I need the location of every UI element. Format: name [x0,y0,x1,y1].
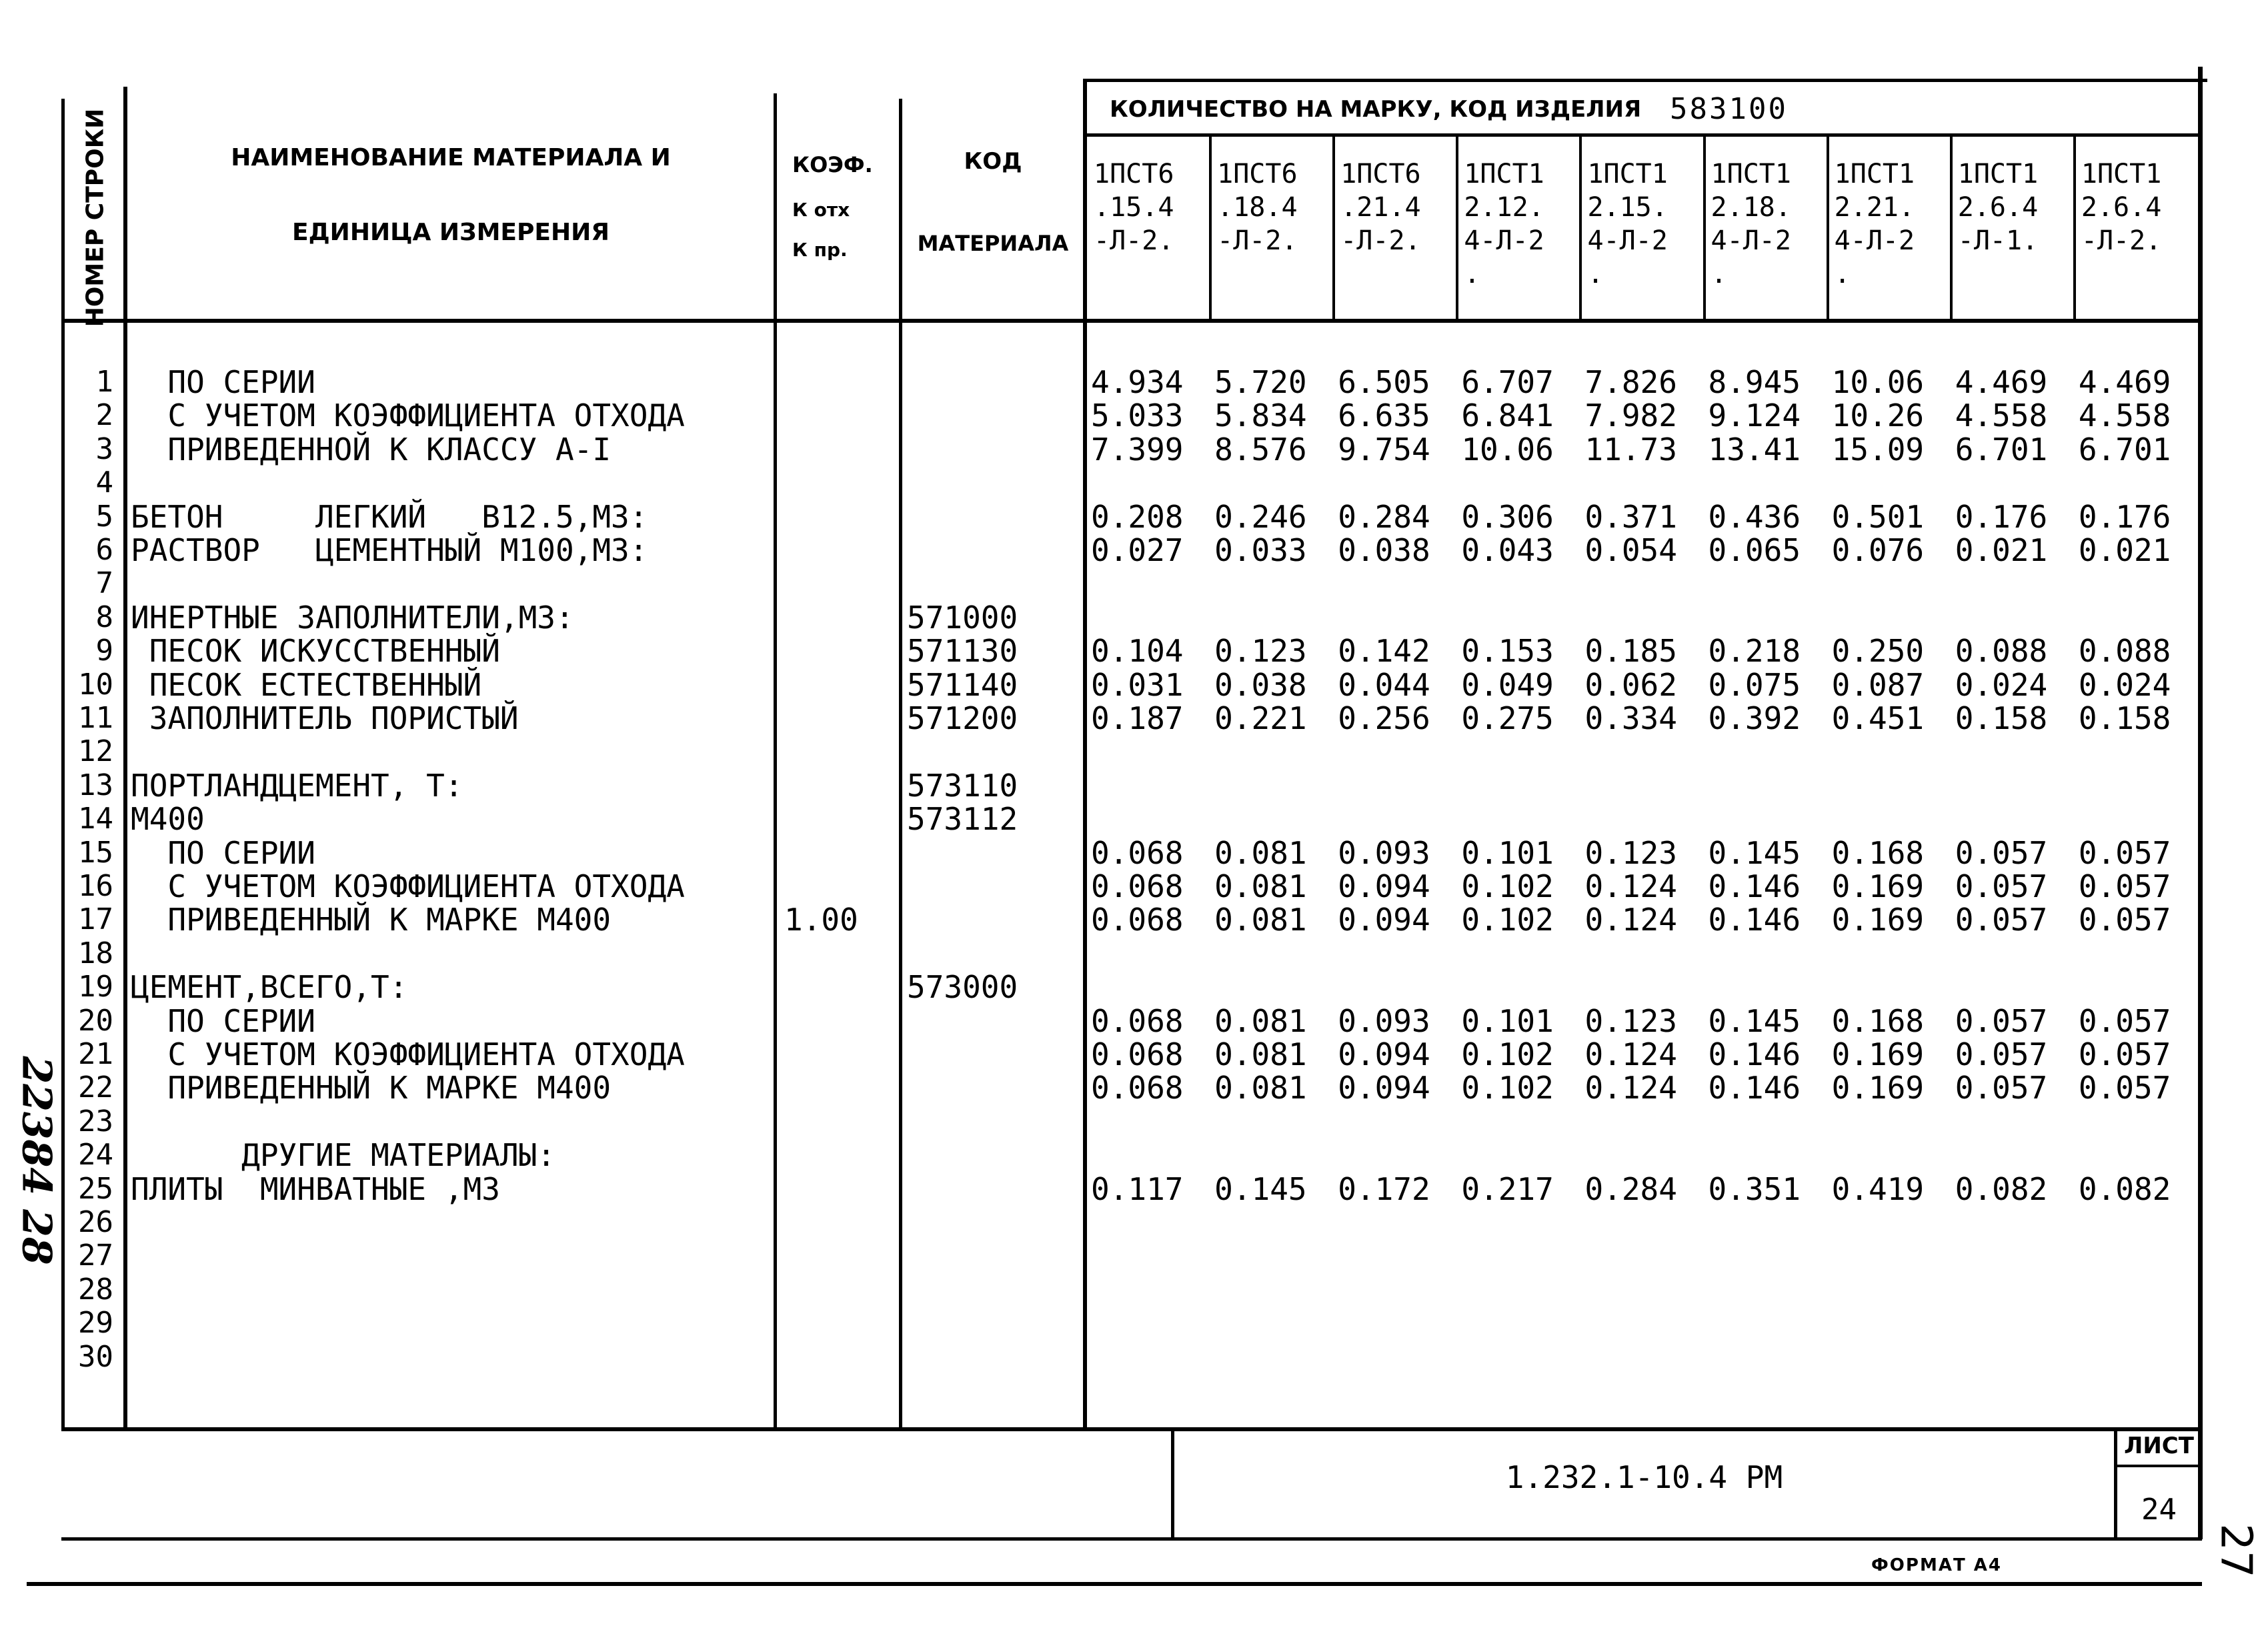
product-column-header: 4-Л-2 [1834,225,1915,256]
value-column-divider [1827,137,1829,319]
quantity-cell: 0.081 [1214,1070,1307,1106]
quantity-header-underline [1086,133,2201,137]
quantity-cell: 0.176 [2078,498,2171,535]
quantity-cell: 8.576 [1214,431,1307,468]
material-name: М400 [131,801,205,838]
quantity-cell: 0.068 [1091,1070,1184,1106]
material-name: ИНЕРТНЫЕ ЗАПОЛНИТЕЛИ,М3: [131,599,574,636]
product-column-header: .15.4 [1094,192,1174,223]
quantity-cell: 6.635 [1338,397,1430,434]
row-number: 4 [95,466,113,500]
quantity-cell: 4.558 [2078,397,2171,434]
page-number [2213,1514,2259,1587]
code-header-line2: МАТЕРИАЛА [917,231,1069,256]
product-code: 583100 [1670,92,1788,126]
row-number: 10 [78,667,113,702]
quantity-cell: 0.065 [1708,532,1801,568]
quantity-cell: 0.057 [1955,868,2048,904]
table-right-border [2198,67,2203,1539]
quantity-cell: 0.057 [2078,902,2171,938]
material-name: ПЕСОК ЕСТЕСТВЕННЫЙ [131,666,482,703]
document-code: 1.232.1-10.4 РМ [1505,1459,1783,1495]
product-column-header: -Л-2. [1217,225,1298,256]
quantity-cell: 0.124 [1584,902,1677,938]
product-column-header: . [1711,259,1727,289]
quantity-cell: 0.081 [1214,902,1307,938]
product-column-header: .21.4 [1340,192,1421,223]
material-code: 573000 [907,969,1018,1006]
quantity-cell: 0.094 [1338,1036,1430,1072]
quantity-cell: 0.153 [1461,633,1554,670]
material-code: 571000 [907,599,1018,636]
quantity-cell: 0.221 [1214,700,1307,736]
quantity-cell: 0.158 [2078,700,2171,736]
product-column-header: -Л-1. [1957,225,2039,256]
material-code: 573112 [907,801,1018,838]
quantity-cell: 0.057 [1955,1070,2048,1106]
product-column-header: 2.12. [1464,192,1544,223]
quantity-cell: 0.057 [2078,868,2171,904]
quantity-cell: 6.701 [2078,431,2171,468]
quantity-cell: 0.057 [1955,834,2048,871]
material-name: ПЕСОК ИСКУССТВЕННЫЙ [131,633,500,670]
quantity-cell: 6.707 [1461,364,1554,400]
code-header-line1: КОД [964,148,1022,175]
quantity-cell: 0.117 [1091,1170,1184,1207]
quantity-cell: 0.306 [1461,498,1554,535]
table-bottom-line [61,1427,2202,1431]
quantity-cell: 9.124 [1708,397,1801,434]
table-top-border-right [1086,79,2207,82]
material-name: С УЧЕТОМ КОЭФФИЦИЕНТА ОТХОДА [131,868,685,904]
quantity-cell: 0.256 [1338,700,1430,736]
quantity-cell: 0.146 [1708,1070,1801,1106]
row-number: 13 [78,768,113,802]
value-column-divider [1456,137,1458,319]
quantity-cell: 15.09 [1831,431,1925,468]
quantity-cell: 0.334 [1584,700,1677,736]
row-number: 30 [78,1339,113,1374]
quantity-cell: 0.169 [1831,868,1925,904]
quantity-cell: 0.087 [1831,666,1925,703]
quantity-cell: 7.982 [1584,397,1677,434]
product-column-header: 4-Л-2 [1711,225,1791,256]
quantity-cell: 0.049 [1461,666,1554,703]
material-name: С УЧЕТОМ КОЭФФИЦИЕНТА ОТХОДА [131,397,685,434]
quantity-cell: 6.505 [1338,364,1430,400]
quantity-cell: 0.075 [1708,666,1801,703]
quantity-cell: 0.218 [1708,633,1801,670]
row-number: 28 [78,1272,113,1307]
product-column-header: 4-Л-2 [1464,225,1544,256]
stamp-bottom-line [61,1537,2202,1541]
product-column-header: 1ПСТ6 [1217,159,1298,189]
quantity-cell: 0.057 [2078,1002,2171,1039]
quantity-cell: 0.068 [1091,1002,1184,1039]
value-column-divider [1703,137,1706,319]
quantity-cell: 0.054 [1584,532,1677,568]
coef-header-line3: К пр. [792,239,848,261]
quantity-cell: 0.146 [1708,1036,1801,1072]
row-number: 24 [78,1138,113,1172]
quantity-cell: 0.169 [1831,902,1925,938]
quantity-cell: 0.102 [1461,1070,1554,1106]
quantity-cell: 7.399 [1091,431,1184,468]
material-name: БЕТОН ЛЕГКИЙ В12.5,М3: [131,498,648,535]
quantity-cell: 11.73 [1584,431,1677,468]
quantity-cell: 0.145 [1708,1002,1801,1039]
row-number: 16 [78,869,113,903]
quantity-cell: 0.076 [1831,532,1925,568]
material-name: ПОРТЛАНДЦЕМЕНТ, Т: [131,767,463,804]
quantity-cell: 0.142 [1338,633,1430,670]
quantity-cell: 0.043 [1461,532,1554,568]
quantity-cell: 0.284 [1338,498,1430,535]
row-number-header [72,108,119,327]
product-column-header: -Л-2. [1094,225,1174,256]
coefficient: 1.00 [784,902,858,938]
name-coef-divider [774,93,777,1430]
quantity-cell: 7.826 [1584,364,1677,400]
side-stamp-text: 22384 28 [13,1056,60,1265]
quantity-cell: 0.068 [1091,868,1184,904]
quantity-cell: 0.062 [1584,666,1677,703]
product-column-header: 1ПСТ6 [1094,159,1174,189]
quantity-cell: 0.250 [1831,633,1925,670]
quantity-cell: 9.754 [1338,431,1430,468]
quantity-cell: 0.068 [1091,834,1184,871]
coef-code-divider [899,99,902,1430]
row-number: 1 [95,365,113,399]
quantity-cell: 0.124 [1584,1070,1677,1106]
quantity-cell: 0.275 [1461,700,1554,736]
quantity-cell: 4.469 [2078,364,2171,400]
quantity-cell: 0.057 [1955,1036,2048,1072]
quantity-cell: 0.102 [1461,1036,1554,1072]
sheet-number: 24 [2141,1493,2177,1527]
material-name: ЗАПОЛНИТЕЛЬ ПОРИСТЫЙ [131,700,519,736]
product-column-header: 2.6.4 [1957,192,2039,223]
product-column-header: . [1587,259,1604,289]
product-column-header: . [1464,259,1480,289]
row-number: 8 [95,600,113,634]
name-header-line2: ЕДИНИЦА ИЗМЕРЕНИЯ [292,219,610,246]
quantity-cell: 0.102 [1461,902,1554,938]
product-column-header: 4-Л-2 [1587,225,1668,256]
row-number: 17 [78,902,113,937]
quantity-cell: 0.024 [1955,666,2048,703]
quantity-cell: 0.094 [1338,1070,1430,1106]
quantity-cell: 0.208 [1091,498,1184,535]
name-header-line1: НАИМЕНОВАНИЕ МАТЕРИАЛА И [231,144,671,171]
quantity-cell: 0.371 [1584,498,1677,535]
coef-header-line2: К отх [792,199,850,221]
material-name: ДРУГИЕ МАТЕРИАЛЫ: [131,1137,555,1174]
row-number: 26 [78,1205,113,1239]
quantity-cell: 0.217 [1461,1170,1554,1207]
page-bottom-line [27,1582,2202,1586]
quantity-cell: 0.123 [1214,633,1307,670]
quantity-cell: 0.351 [1708,1170,1801,1207]
quantity-cell: 0.038 [1338,532,1430,568]
quantity-cell: 0.057 [1955,1002,2048,1039]
quantity-cell: 0.123 [1584,1002,1677,1039]
quantity-cell: 0.104 [1091,633,1184,670]
value-column-divider [1332,137,1335,319]
product-column-header: 1ПСТ1 [1587,159,1668,189]
quantity-cell: 0.031 [1091,666,1184,703]
quantity-cell: 0.038 [1214,666,1307,703]
side-stamp [13,1040,60,1281]
row-number: 29 [78,1306,113,1341]
quantity-cell: 0.027 [1091,532,1184,568]
quantity-cell: 5.834 [1214,397,1307,434]
quantity-cell: 8.945 [1708,364,1801,400]
value-column-divider [1209,137,1212,319]
row-number: 12 [78,734,113,769]
quantity-cell: 0.158 [1955,700,2048,736]
product-column-header: 2.6.4 [2081,192,2162,223]
quantity-cell: 0.021 [2078,532,2171,568]
quantity-cell: 0.168 [1831,1002,1925,1039]
quantity-cell: 10.06 [1461,431,1554,468]
coef-header-line1: КОЭФ. [792,152,873,177]
material-name: С УЧЕТОМ КОЭФФИЦИЕНТА ОТХОДА [131,1036,685,1072]
quantity-cell: 0.501 [1831,498,1925,535]
quantity-cell: 0.145 [1214,1170,1307,1207]
quantity-cell: 0.187 [1091,700,1184,736]
quantity-cell: 6.841 [1461,397,1554,434]
quantity-cell: 0.093 [1338,1002,1430,1039]
quantity-cell: 6.701 [1955,431,2048,468]
quantity-cell: 0.172 [1338,1170,1430,1207]
quantity-cell: 0.044 [1338,666,1430,703]
quantity-cell: 0.101 [1461,1002,1554,1039]
quantity-cell: 5.033 [1091,397,1184,434]
quantity-header: КОЛИЧЕСТВО НА МАРКУ, КОД ИЗДЕЛИЯ [1110,96,1642,123]
product-column-header: -Л-2. [2081,225,2162,256]
quantity-cell: 0.176 [1955,498,2048,535]
quantity-cell: 0.146 [1708,868,1801,904]
material-code: 571200 [907,700,1018,736]
material-name: ПРИВЕДЕННЫЙ К МАРКЕ М400 [131,902,612,938]
quantity-cell: 5.720 [1214,364,1307,400]
row-number: 27 [78,1239,113,1273]
format-label: ФОРМАТ А4 [1871,1555,2002,1575]
value-column-divider [1950,137,1953,319]
row-number-divider [123,87,127,1430]
product-column-header: 2.18. [1711,192,1791,223]
quantity-cell: 0.081 [1214,834,1307,871]
quantity-cell: 0.024 [2078,666,2171,703]
quantity-cell: 0.123 [1584,834,1677,871]
value-column-divider [2073,137,2076,319]
quantity-cell: 0.057 [2078,834,2171,871]
quantity-cell: 0.246 [1214,498,1307,535]
row-number: 3 [95,432,113,466]
quantity-cell: 0.093 [1338,834,1430,871]
quantity-cell: 0.451 [1831,700,1925,736]
quantity-cell: 0.081 [1214,1002,1307,1039]
quantity-cell: 0.088 [1955,633,2048,670]
sheet-label: ЛИСТ [2124,1433,2194,1459]
quantity-cell: 13.41 [1708,431,1801,468]
value-column-divider [1579,137,1582,319]
quantity-cell: 0.088 [2078,633,2171,670]
quantity-cell: 4.469 [1955,364,2048,400]
code-values-divider [1083,79,1087,1430]
quantity-cell: 0.057 [2078,1036,2171,1072]
quantity-cell: 0.068 [1091,1036,1184,1072]
material-code: 571130 [907,633,1018,670]
material-name: ПРИВЕДЕННЫЙ К МАРКЕ М400 [131,1070,612,1106]
row-number-header-text: НОМЕР СТРОКИ [81,108,109,327]
quantity-cell: 0.082 [1955,1170,2048,1207]
quantity-cell: 0.102 [1461,868,1554,904]
quantity-cell: 0.101 [1461,834,1554,871]
row-number: 9 [95,634,113,668]
quantity-cell: 0.094 [1338,902,1430,938]
quantity-cell: 4.558 [1955,397,2048,434]
row-number: 2 [95,398,113,433]
quantity-cell: 0.185 [1584,633,1677,670]
material-name: РАСТВОР ЦЕМЕНТНЫЙ М100,М3: [131,532,648,568]
quantity-cell: 0.146 [1708,902,1801,938]
row-number: 11 [78,701,113,735]
quantity-cell: 0.124 [1584,868,1677,904]
quantity-cell: 0.145 [1708,834,1801,871]
quantity-cell: 0.057 [1955,902,2048,938]
row-number: 15 [78,835,113,870]
row-number: 6 [95,533,113,567]
material-code: 571140 [907,666,1018,703]
quantity-cell: 0.081 [1214,1036,1307,1072]
row-number: 23 [78,1104,113,1138]
row-number: 14 [78,802,113,836]
product-column-header: 2.15. [1587,192,1668,223]
product-column-header: -Л-2. [1340,225,1421,256]
material-name: ЦЕМЕНТ,ВСЕГО,Т: [131,969,408,1006]
product-column-header: 1ПСТ6 [1340,159,1421,189]
quantity-cell: 0.169 [1831,1070,1925,1106]
row-number: 19 [78,970,113,1004]
quantity-cell: 10.26 [1831,397,1925,434]
row-number: 25 [78,1171,113,1206]
quantity-cell: 0.033 [1214,532,1307,568]
quantity-cell: 0.169 [1831,1036,1925,1072]
material-name: ПО СЕРИИ [131,364,315,400]
header-bottom-line [61,319,2202,323]
product-column-header: . [1834,259,1851,289]
product-column-header: 1ПСТ1 [1464,159,1544,189]
row-number: 20 [78,1003,113,1038]
row-number: 18 [78,936,113,970]
sheet-box-mid [2114,1465,2201,1467]
quantity-cell: 0.168 [1831,834,1925,871]
page-number-text: 27 [2211,1523,2261,1578]
quantity-cell: 4.934 [1091,364,1184,400]
quantity-cell: 0.094 [1338,868,1430,904]
material-name: ПРИВЕДЕННОЙ К КЛАССУ А-I [131,431,612,468]
quantity-cell: 0.419 [1831,1170,1925,1207]
quantity-cell: 10.06 [1831,364,1925,400]
product-column-header: 1ПСТ1 [1957,159,2039,189]
quantity-cell: 0.081 [1214,868,1307,904]
quantity-cell: 0.124 [1584,1036,1677,1072]
product-column-header: 1ПСТ1 [1711,159,1791,189]
product-column-header: 2.21. [1834,192,1915,223]
quantity-cell: 0.392 [1708,700,1801,736]
material-name: ПО СЕРИИ [131,834,315,871]
material-name: ПО СЕРИИ [131,1002,315,1039]
product-column-header: 1ПСТ1 [2081,159,2162,189]
quantity-cell: 0.068 [1091,902,1184,938]
material-name: ПЛИТЫ МИНВАТНЫЕ ,М3 [131,1170,500,1207]
product-column-header: .18.4 [1217,192,1298,223]
quantity-cell: 0.057 [2078,1070,2171,1106]
quantity-cell: 0.436 [1708,498,1801,535]
quantity-cell: 0.082 [2078,1170,2171,1207]
material-code: 573110 [907,767,1018,804]
row-number: 7 [95,566,113,601]
quantity-cell: 0.284 [1584,1170,1677,1207]
row-number: 22 [78,1070,113,1105]
product-column-header: 1ПСТ1 [1834,159,1915,189]
row-number: 5 [95,499,113,534]
quantity-cell: 0.021 [1955,532,2048,568]
row-number: 21 [78,1037,113,1071]
